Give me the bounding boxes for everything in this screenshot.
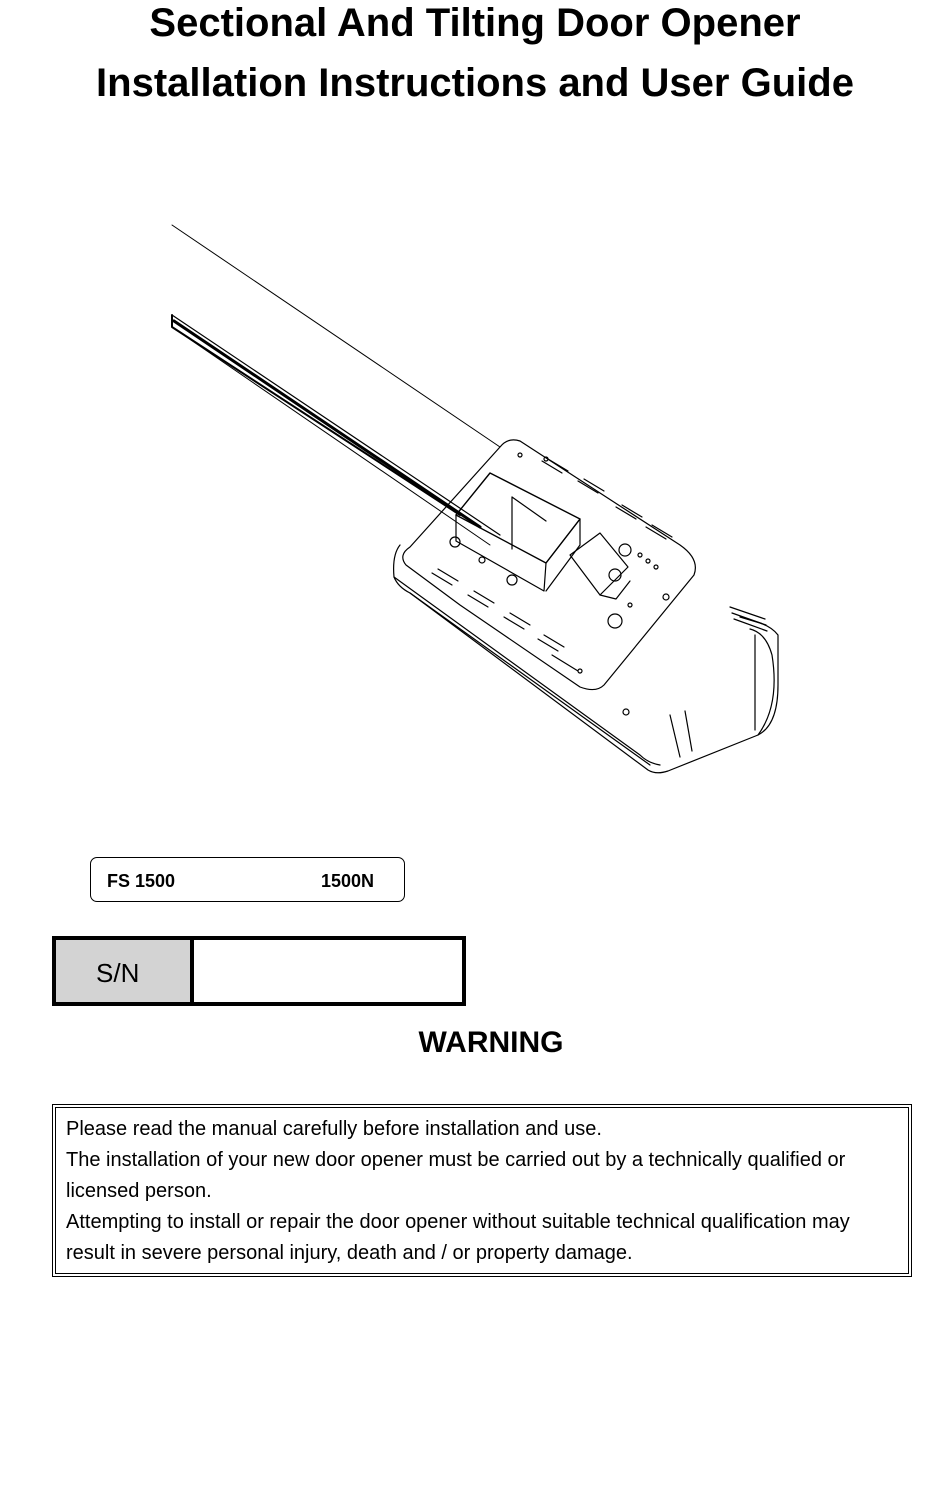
- garage-door-opener-drawing-icon: [160, 215, 790, 785]
- warning-paragraph: Please read the manual carefully before installation and use.: [66, 1118, 602, 1140]
- document-title-line-1: Sectional And Tilting Door Opener: [149, 1, 801, 45]
- warning-box: [52, 1104, 912, 1277]
- model-name: FS 1500: [107, 871, 176, 891]
- model-info-box: [90, 857, 405, 902]
- warning-text-area: [55, 1107, 909, 1274]
- warning-paragraph: Attempting to install or repair the door opener without suitable technical qualification may result in severe personal injury, death and / or property damage.: [66, 1211, 850, 1264]
- serial-number-table: [52, 936, 466, 1006]
- document-title-line-2: Installation Instructions and User Guide: [96, 61, 854, 105]
- serial-number-label: S/N: [56, 940, 194, 1002]
- warning-heading: WARNING: [418, 1026, 564, 1059]
- model-force: 1500N: [321, 871, 375, 891]
- serial-number-field[interactable]: [194, 940, 462, 1002]
- warning-paragraph: The installation of your new door opener must be carried out by a technically qualified or licensed person.: [66, 1149, 846, 1202]
